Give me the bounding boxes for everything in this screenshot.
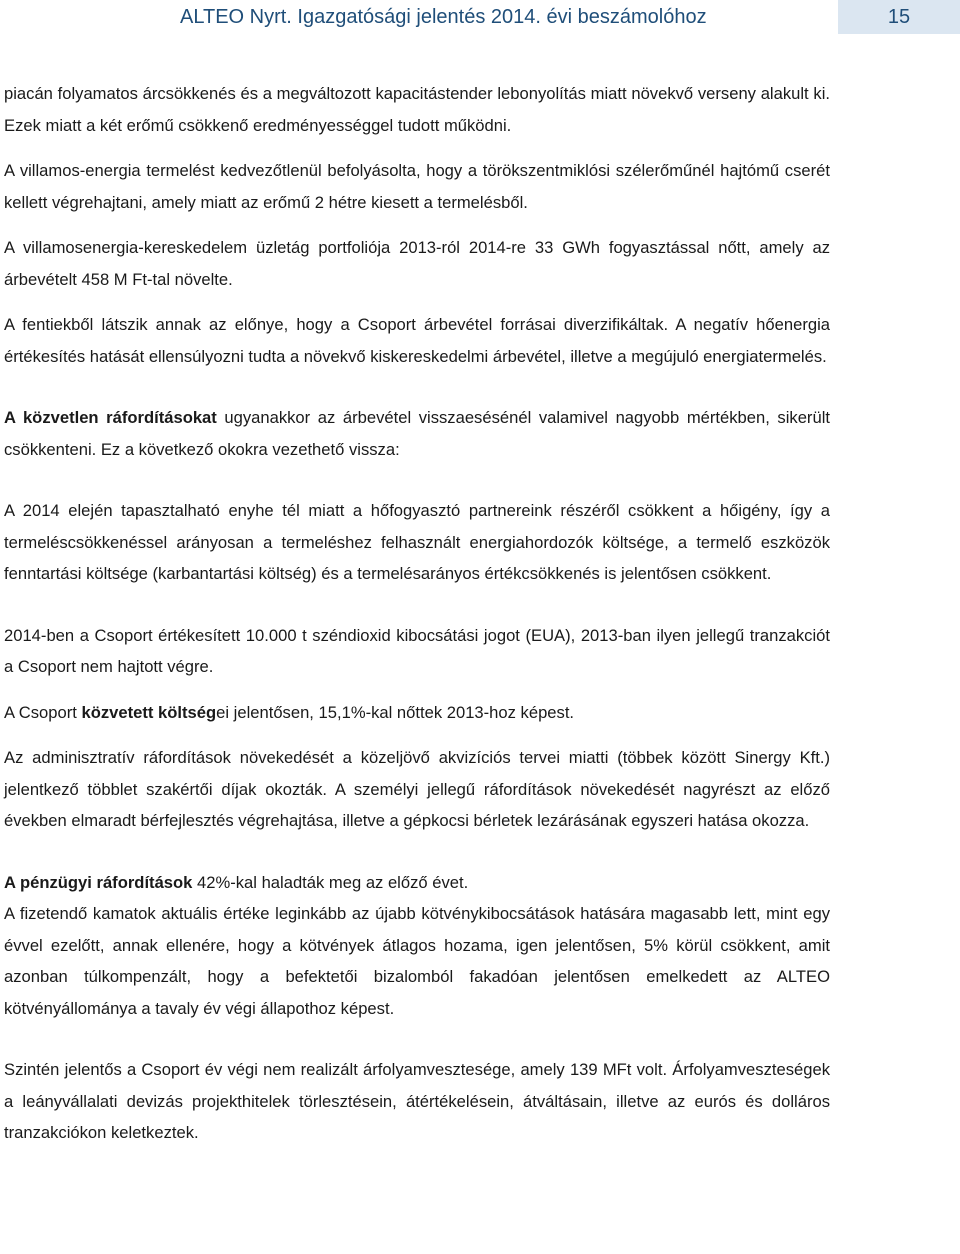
paragraph-11: A fizetendő kamatok aktuális értéke leginkább az újabb kötvénykibocsátások hatására magasabb lett, mint egy évvel ezelőtt, annak ellenére, hogy a kötvények átlagos hozama, igen jelentősen, 5% körül csökkent, amit azonban túlkompenzált, hogy a befektetői bizalomból fakadóan jelentősen emelkedett az ALTEO kötvényállománya a tavaly év végi állapothoz képest. — [4, 904, 830, 1018]
paragraph-8 — [4, 697, 830, 729]
paragraph-12: Szintén jelentős a Csoport év végi nem realizált árfolyamvesztesége, amely 139 MFt volt. Árfolyamveszteségek a leányvállalati devizás projekthitelek törlesztésein, átértékelésein, átváltásain, illetve az eurós és dolláros tranzakciókon keletkeztek. — [4, 1060, 830, 1142]
page-header — [0, 0, 960, 34]
paragraph-10 — [4, 867, 830, 899]
paragraph-8-pre: A Csoport — [4, 702, 82, 722]
header-title: ALTEO Nyrt. Igazgatósági jelentés 2014. évi beszámolóhoz — [180, 6, 707, 28]
paragraph-6: A 2014 elején tapasztalható enyhe tél miatt a hőfogyasztó partnereink részéről csökkent a hőigény, így a termeléscsökkenéssel arányosan a termeléshez felhasznált energiahordozók költsége, a termelő eszközök fenntartási költsége (karbantartási költség) és a termelésarányos értékcsökkenés is jelentősen csökkent. — [4, 501, 830, 583]
paragraph-1: piacán folyamatos árcsökkenés és a megváltozott kapacitástender lebonyolítás miatt növekvő verseny alakult ki. Ezek miatt a két erőmű csökkenő eredményességgel tudott működni. — [4, 84, 830, 135]
paragraph-5 — [4, 402, 830, 465]
paragraph-3: A villamosenergia-kereskedelem üzletág portfoliója 2013-ról 2014-re 33 GWh fogyasztással nőtt, amely az árbevételt 458 M Ft-tal növelte. — [4, 238, 830, 289]
paragraph-8-bold: közvetett költség — [81, 702, 217, 722]
paragraph-5-text: ugyanakkor az árbevétel visszaesésénél valamivel nagyobb mértékben, sikerült csökkenteni. Ez a következő okokra vezethető vissza: — [4, 408, 830, 459]
paragraph-10-bold: A pénzügyi ráfordítások — [4, 872, 193, 892]
document-body — [4, 78, 830, 1163]
paragraph-9: Az adminisztratív ráfordítások növekedését a közeljövő akvizíciós tervei miatti (többek között Sinergy Kft.) jelentkező többlet szakértői díjak okozták. A személyi jellegű ráfordítások növekedését nagyrészt az előző években elmaradt bérfejlesztés végrehajtása, illetve a gépkocsi bérletek lezárásának egyszeri hatása okozza. — [4, 748, 830, 830]
paragraph-5-bold: A közvetlen ráfordításokat — [4, 408, 217, 427]
paragraph-2: A villamos-energia termelést kedvezőtlenül befolyásolta, hogy a törökszentmiklósi szélerőműnél hajtómű cserét kellett végrehajtani, amely miatt az erőmű 2 hétre kiesett a termelésből. — [4, 161, 830, 212]
paragraph-4: A fentiekből látszik annak az előnye, hogy a Csoport árbevétel forrásai diverzifikáltak. A negatív hőenergia értékesítés hatását ellensúlyozni tudta a növekvő kiskereskedelmi árbevétel, illetve a megújuló energiatermelés. — [4, 315, 830, 366]
paragraph-10-text: 42%-kal haladták meg az előző évet. — [192, 872, 469, 892]
page-number: 15 — [838, 0, 960, 34]
paragraph-7: 2014-ben a Csoport értékesített 10.000 t széndioxid kibocsátási jogot (EUA), 2013-ban ilyen jellegű tranzakciót a Csoport nem hajtott végre. — [4, 625, 830, 676]
paragraph-8-text: ei jelentősen, 15,1%-kal nőttek 2013-hoz képest. — [216, 702, 575, 722]
